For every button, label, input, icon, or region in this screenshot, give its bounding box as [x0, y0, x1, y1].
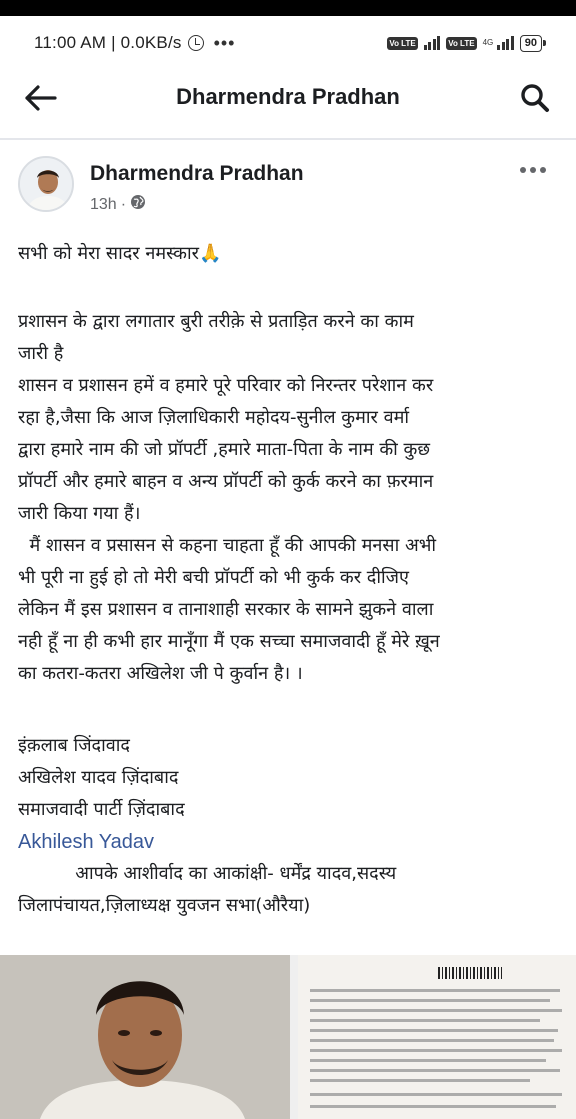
globe-icon — [130, 194, 146, 215]
post-line: इंक़लाब जिंदावाद — [18, 735, 130, 756]
search-icon[interactable] — [518, 82, 552, 114]
more-options-icon[interactable] — [518, 162, 548, 178]
post-body — [18, 238, 563, 922]
avatar[interactable] — [18, 156, 74, 212]
post-line: जारी है — [18, 343, 64, 364]
post-meta — [90, 194, 146, 215]
alarm-icon — [188, 35, 204, 51]
network-type: 4G — [482, 38, 494, 47]
post-line: लेकिन मैं इस प्रशासन व तानाशाही सरकार के सामने झुकने वाला — [18, 599, 434, 620]
post-line: रहा है,जैसा कि आज ज़िलाधिकारी महोदय-सुनील कुमार वर्मा — [18, 407, 410, 428]
signal-icon-2 — [497, 36, 514, 50]
post-line: का कतरा-कतरा अखिलेश जी पे कुर्वान है। । — [18, 663, 303, 684]
post-line: जिलापंचायत,ज़िलाध्यक्ष युवजन सभा(औरैया) — [18, 895, 311, 916]
top-black-band — [0, 0, 576, 16]
post-line: मैं शासन व प्रसासन से कहना चाहता हूँ की आपकी मनसा अभी — [18, 535, 437, 556]
post-time[interactable]: 13h — [90, 195, 117, 213]
post-author[interactable]: Dharmendra Pradhan — [90, 162, 304, 185]
post-line: द्वारा हमारे नाम की जो प्रॉपर्टी ,हमारे माता-पिता के नाम की कुछ — [18, 439, 430, 460]
post-photo-portrait[interactable] — [0, 955, 290, 1119]
post-line: जारी किया गया हैं। — [18, 503, 141, 524]
post-photo-document[interactable] — [298, 955, 576, 1119]
status-time: 11:00 AM | 0.0KB/s — [34, 33, 182, 52]
meta-separator: · — [120, 195, 127, 213]
post-header — [18, 152, 558, 222]
post-line: आपके आशीर्वाद का आकांक्षी- धर्मेंद्र यादव,सदस्य — [18, 863, 397, 884]
status-right-group — [387, 35, 542, 52]
post-line: प्रॉपर्टी और हमारे बाहन व अन्य प्रॉपर्टी को कुर्क करने का फ़रमान — [18, 471, 434, 492]
status-bar — [0, 16, 576, 70]
document-barcode — [438, 967, 502, 979]
post-line: नही हूँ ना ही कभी हार मानूँगा मैं एक सच्चा समाजवादी हूँ मेरे ख़ून — [18, 631, 440, 652]
post-line: प्रशासन के द्वारा लगातार बुरी तरीक़े से प्रताड़ित करने का काम — [18, 311, 414, 332]
post-line: समाजवादी पार्टी ज़िंदाबाद — [18, 799, 185, 820]
header-divider — [0, 138, 576, 140]
post-photos — [0, 955, 576, 1119]
notification-dots: ••• — [213, 32, 236, 53]
battery-icon: 90 — [520, 35, 542, 52]
post-line: सभी को मेरा सादर नमस्कार🙏 — [18, 243, 222, 264]
signal-icon — [424, 36, 441, 50]
post-line: भी पूरी ना हुई हो तो मेरी बची प्रॉपर्टी को भी कुर्क कर दीजिए — [18, 567, 409, 588]
app-bar — [0, 70, 576, 126]
page-title: Dharmendra Pradhan — [176, 84, 400, 109]
volte-icon: Vo LTE — [389, 38, 416, 48]
post-line: अखिलेश यादव ज़िंदाबाद — [18, 767, 179, 788]
post-line: शासन व प्रशासन हमें व हमारे पूरे परिवार को निरन्तर परेशान कर — [18, 375, 434, 396]
mention-link[interactable]: Akhilesh Yadav — [18, 831, 155, 853]
volte-icon-2: Vo LTE — [448, 38, 475, 48]
